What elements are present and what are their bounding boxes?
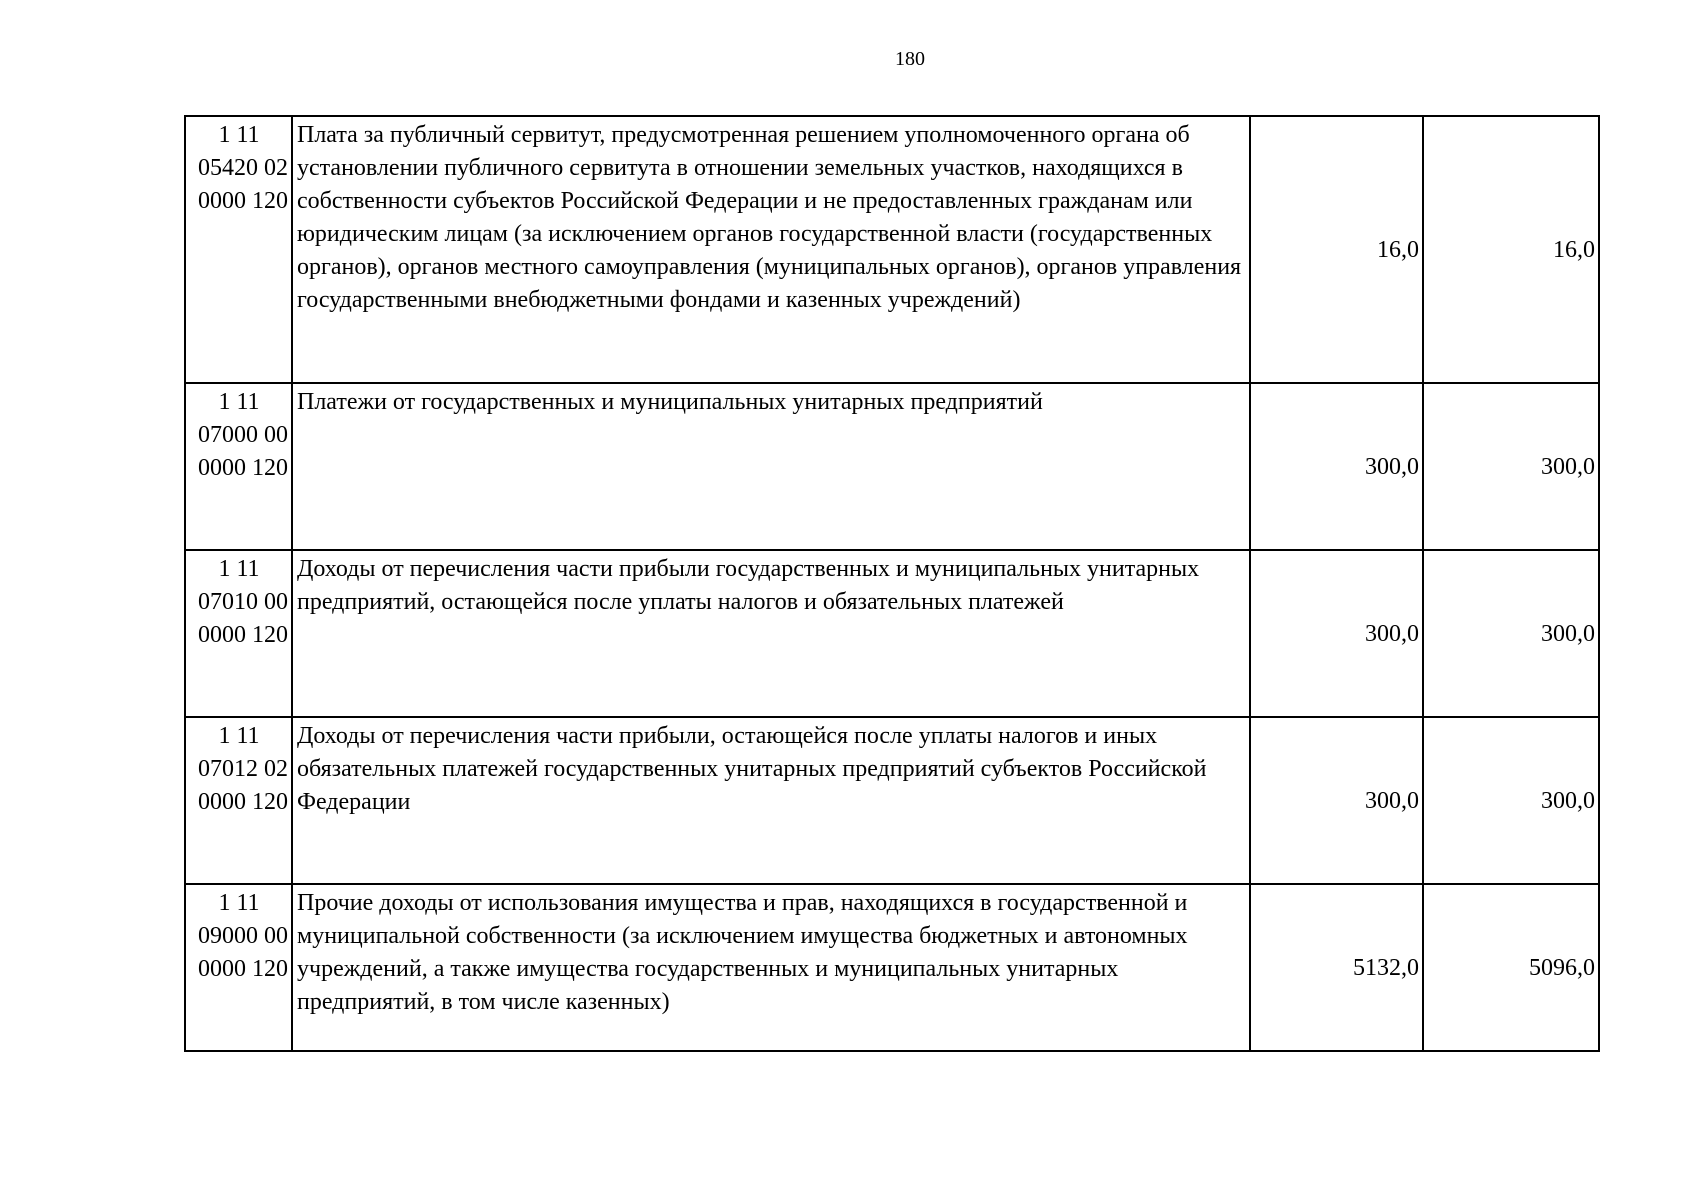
- revenue-name: Платежи от государственных и муниципальных унитарных предприятий: [292, 383, 1250, 550]
- classification-code: 1 11 07012 02 0000 120: [185, 717, 292, 884]
- revenue-name: Доходы от перечисления части прибыли государственных и муниципальных унитарных предприятий, остающейся после уплаты налогов и обязательных платежей: [292, 550, 1250, 717]
- revenue-name: Плата за публичный сервитут, предусмотренная решением уполномоченного органа об установлении публичного сервитута в отношении земельных участков, находящихся в собственности субъектов Российской Федерации и не предоставленных гражданам или юридическим лицам (за исключением органов государственной власти (государственных органов), органов местного самоуправления (муниципальных органов), органов управления государственными внебюджетными фондами и казенных учреждений): [292, 116, 1250, 383]
- revenue-name: Доходы от перечисления части прибыли, остающейся после уплаты налогов и иных обязательных платежей государственных унитарных предприятий субъектов Российской Федерации: [292, 717, 1250, 884]
- classification-code: 1 11 05420 02 0000 120: [185, 116, 292, 383]
- classification-code: 1 11 07000 00 0000 120: [185, 383, 292, 550]
- amount-year-2: 16,0: [1423, 116, 1599, 383]
- amount-year-2: 300,0: [1423, 717, 1599, 884]
- amount-year-2: 5096,0: [1423, 884, 1599, 1051]
- amount-year-1: 300,0: [1250, 717, 1423, 884]
- table-row: [185, 383, 1599, 550]
- table-row: [185, 550, 1599, 717]
- page-number: 180: [895, 48, 925, 70]
- amount-year-1: 5132,0: [1250, 884, 1423, 1051]
- classification-code: 1 11 09000 00 0000 120: [185, 884, 292, 1051]
- budget-revenue-table: [184, 115, 1600, 1052]
- amount-year-1: 16,0: [1250, 116, 1423, 383]
- classification-code: 1 11 07010 00 0000 120: [185, 550, 292, 717]
- revenue-name: Прочие доходы от использования имущества и прав, находящихся в государственной и муниципальной собственности (за исключением имущества бюджетных и автономных учреждений, а также имущества государственных и муниципальных унитарных предприятий, в том числе казенных): [292, 884, 1250, 1051]
- table-row: [185, 884, 1599, 1051]
- amount-year-2: 300,0: [1423, 383, 1599, 550]
- table-row: [185, 717, 1599, 884]
- amount-year-1: 300,0: [1250, 550, 1423, 717]
- table-row: [185, 116, 1599, 383]
- amount-year-2: 300,0: [1423, 550, 1599, 717]
- amount-year-1: 300,0: [1250, 383, 1423, 550]
